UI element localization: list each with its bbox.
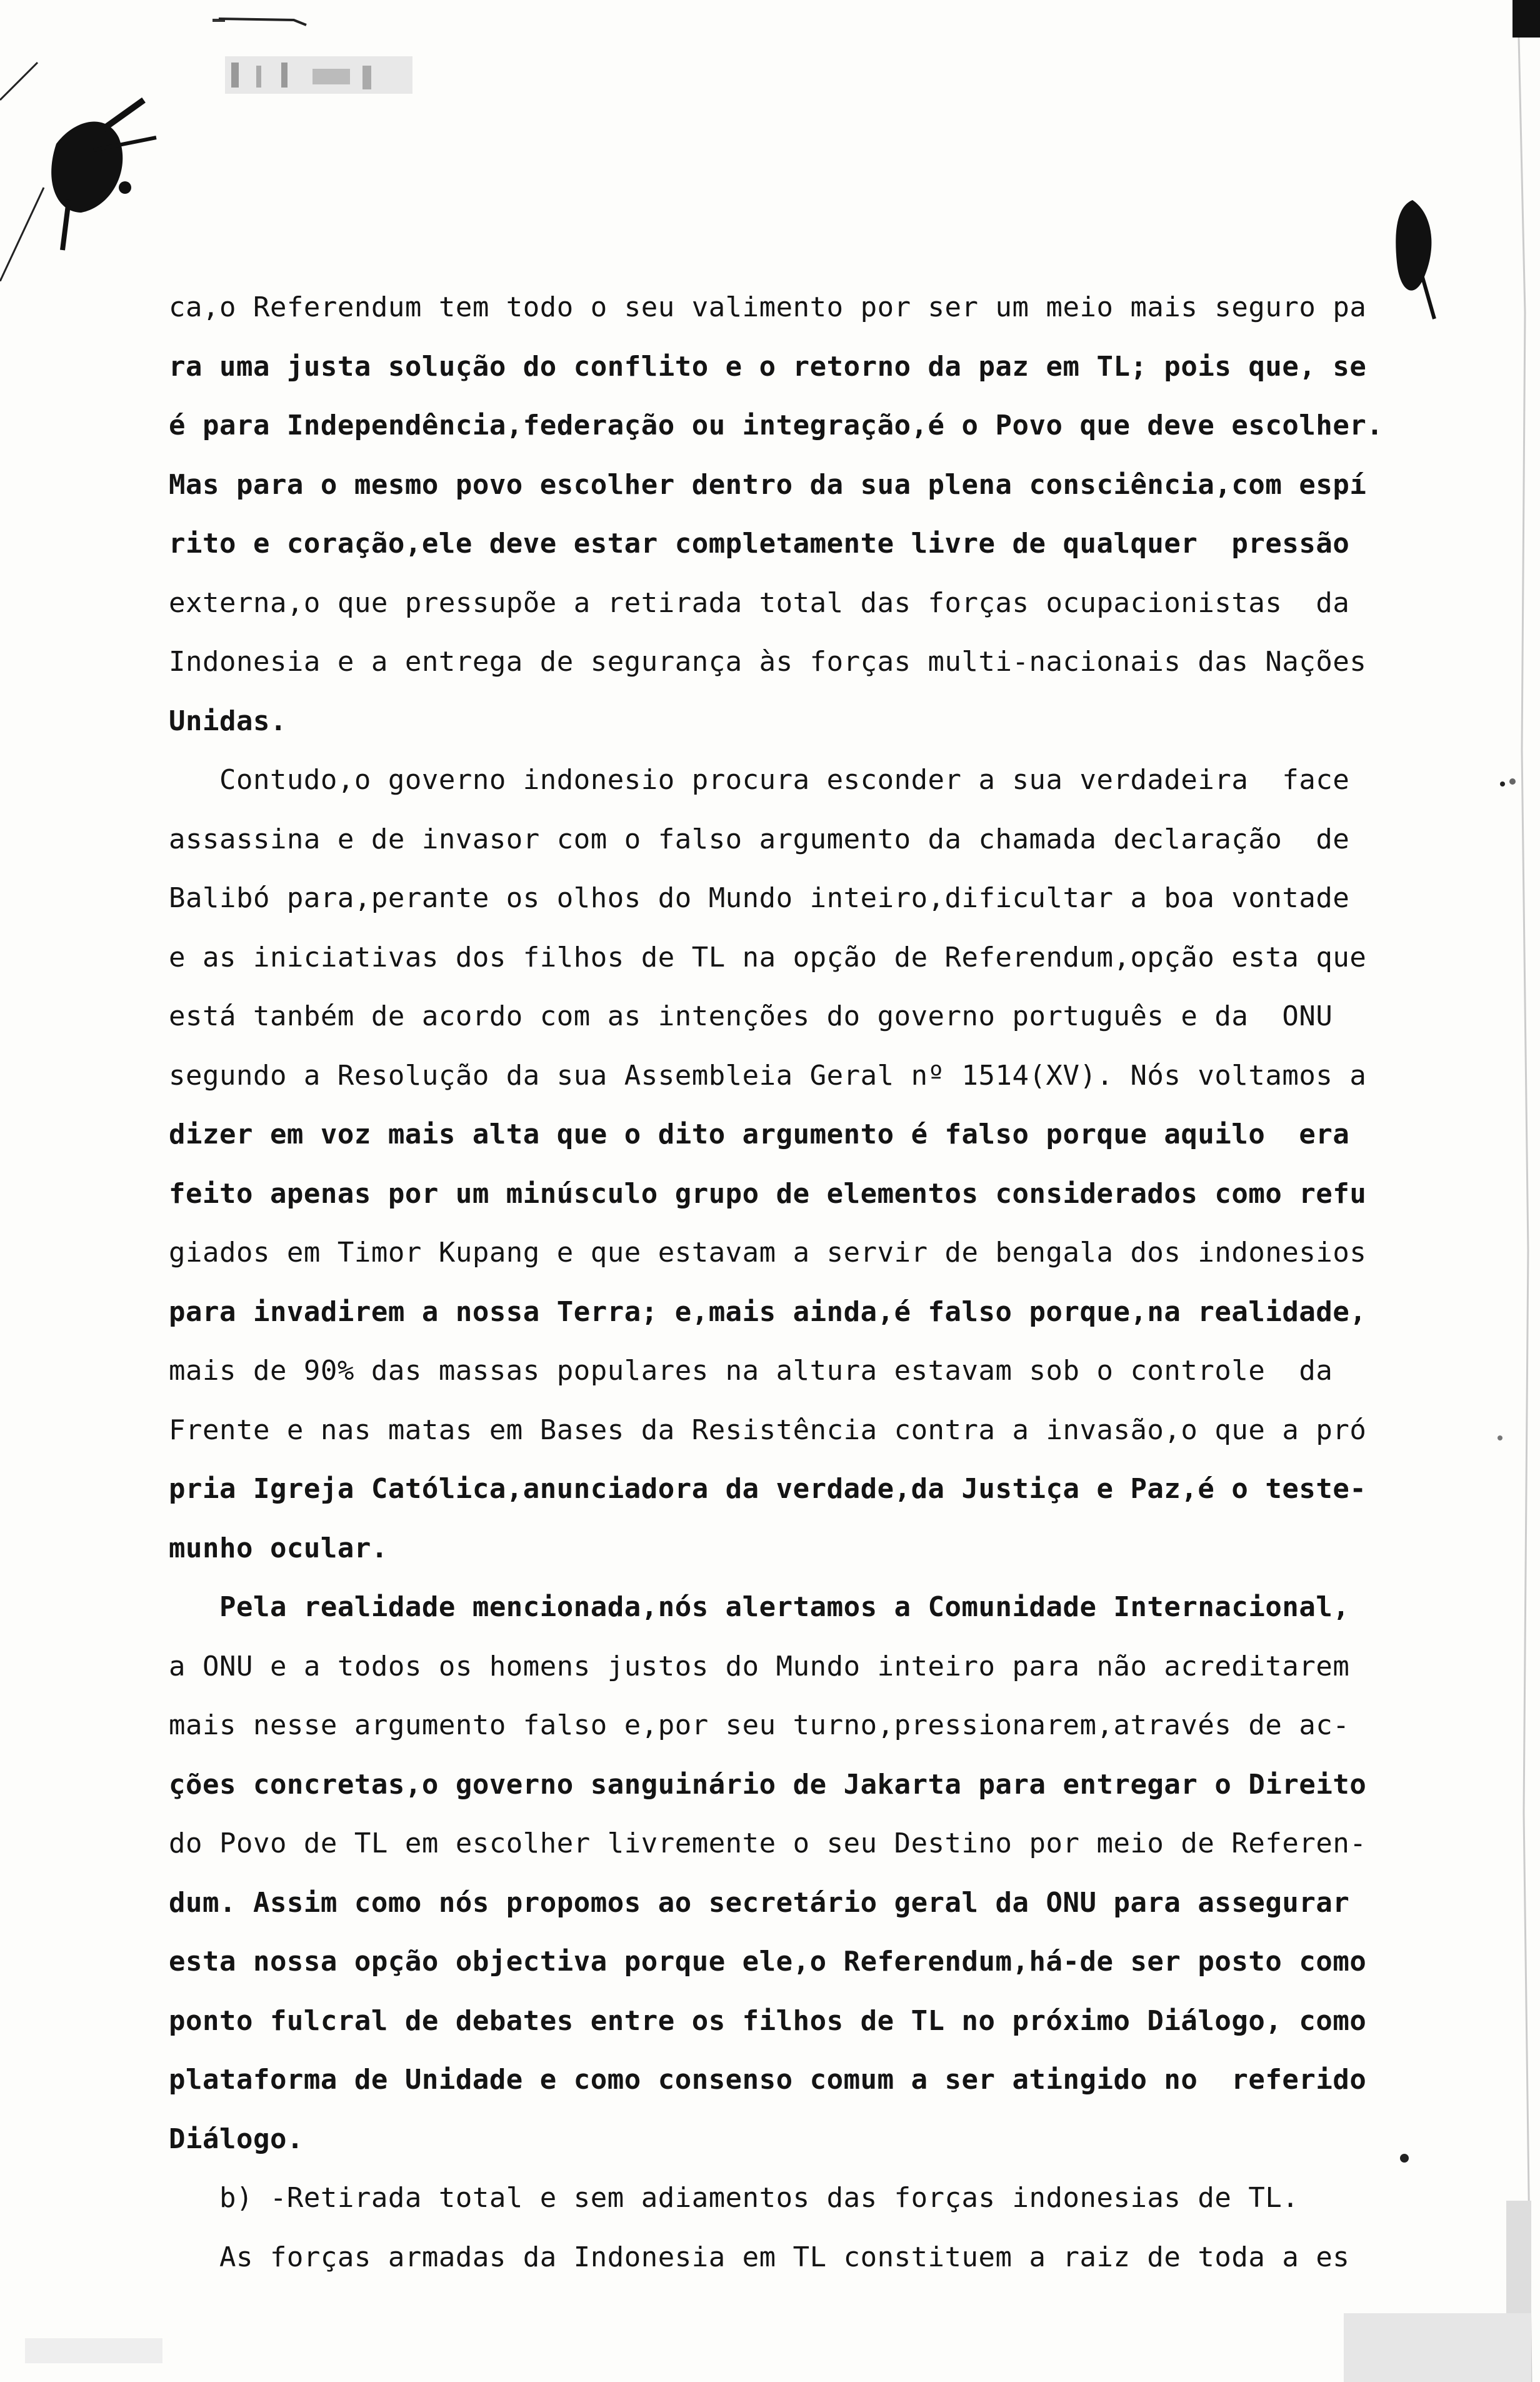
text-line: Pela realidade mencionada,nós alertamos a Comunidade Internacional, <box>169 1591 1350 1623</box>
text-line: segundo a Resolução da sua Assembleia Geral nº 1514(XV). Nós voltamos a <box>169 1059 1367 1092</box>
text-line: ra uma justa solução do conflito e o retorno da paz em TL; pois que, se <box>169 350 1367 383</box>
text-line: Unidas. <box>169 705 287 737</box>
text-line: externa,o que pressupõe a retirada total das forças ocupacionistas da <box>169 586 1350 619</box>
text-line: rito e coração,ele deve estar completamente livre de qualquer pressão <box>169 528 1350 560</box>
text-line: Indonesia e a entrega de segurança às forças multi-nacionais das Nações <box>169 646 1367 678</box>
text-line: do Povo de TL em escolher livremente o seu Destino por meio de Referen- <box>169 1827 1367 1859</box>
text-line: As forças armadas da Indonesia em TL constituem a raiz de toda a es <box>169 2241 1350 2273</box>
text-line: mais nesse argumento falso e,por seu turno,pressionarem,através de ac- <box>169 1709 1350 1741</box>
text-line: esta nossa opção objectiva porque ele,o Referendum,há-de ser posto como <box>169 1946 1367 1977</box>
text-line: Diálogo. <box>169 2123 304 2155</box>
margin-dot <box>1500 781 1505 786</box>
text-line: dizer em voz mais alta que o dito argumento é falso porque aquilo era <box>169 1118 1350 1150</box>
text-line: assassina e de invasor com o falso argumento da chamada declaração de <box>169 823 1350 855</box>
text-line: ponto fulcral de debates entre os filhos de TL no próximo Diálogo, como <box>169 2004 1367 2037</box>
text-line: dum. Assim como nós propomos ao secretário geral da ONU para assegurar <box>169 1886 1350 1919</box>
text-line: Balibó para,perante os olhos do Mundo inteiro,dificultar a boa vontade <box>169 882 1350 914</box>
text-line: para invadirem a nossa Terra; e,mais ainda,é falso porque,na realidade, <box>169 1295 1367 1328</box>
text-line: ca,o Referendum tem todo o seu valimento por ser um meio mais seguro pa <box>169 291 1367 323</box>
scan-bottom-edge <box>0 2313 1540 2382</box>
text-line: plataforma de Unidade e como consenso comum a ser atingido no referido <box>169 2064 1367 2096</box>
text-line: mais de 90% das massas populares na altura estavam sob o controle da <box>169 1355 1333 1387</box>
text-line: pria Igreja Católica,anunciadora da verdade,da Justiça e Paz,é o teste- <box>169 1473 1367 1505</box>
text-line: feito apenas por um minúsculo grupo de elementos considerados como refu <box>169 1177 1367 1210</box>
text-line: a ONU e a todos os homens justos do Mundo inteiro para não acreditarem <box>169 1650 1350 1682</box>
text-line: é para Independência,federação ou integração,é o Povo que deve escolher. <box>169 410 1384 441</box>
text-line: giados em Timor Kupang e que estavam a servir de bengala dos indonesios <box>169 1237 1367 1269</box>
document-body <box>169 278 1412 2287</box>
text-line: Contudo,o governo indonesio procura esconder a sua verdadeira face <box>169 764 1350 796</box>
text-line: está tanbém de acordo com as intenções do governo português e da ONU <box>169 1000 1333 1032</box>
text-line: Mas para o mesmo povo escolher dentro da sua plena consciência,com espí <box>169 468 1367 501</box>
scan-smudge-top <box>206 6 469 100</box>
ink-blot-left <box>0 44 162 281</box>
text-line: e as iniciativas dos filhos de TL na opção de Referendum,opção esta que <box>169 941 1367 973</box>
scan-right-edge <box>1475 0 1540 2382</box>
text-line: b) -Retirada total e sem adiamentos das forças indonesias de TL. <box>169 2182 1299 2214</box>
text-line: ções concretas,o governo sanguinário de Jakarta para entregar o Direito <box>169 1768 1367 1801</box>
text-line: Frente e nas matas em Bases da Resistência contra a invasão,o que a pró <box>169 1414 1367 1446</box>
text-line: munho ocular. <box>169 1532 388 1564</box>
